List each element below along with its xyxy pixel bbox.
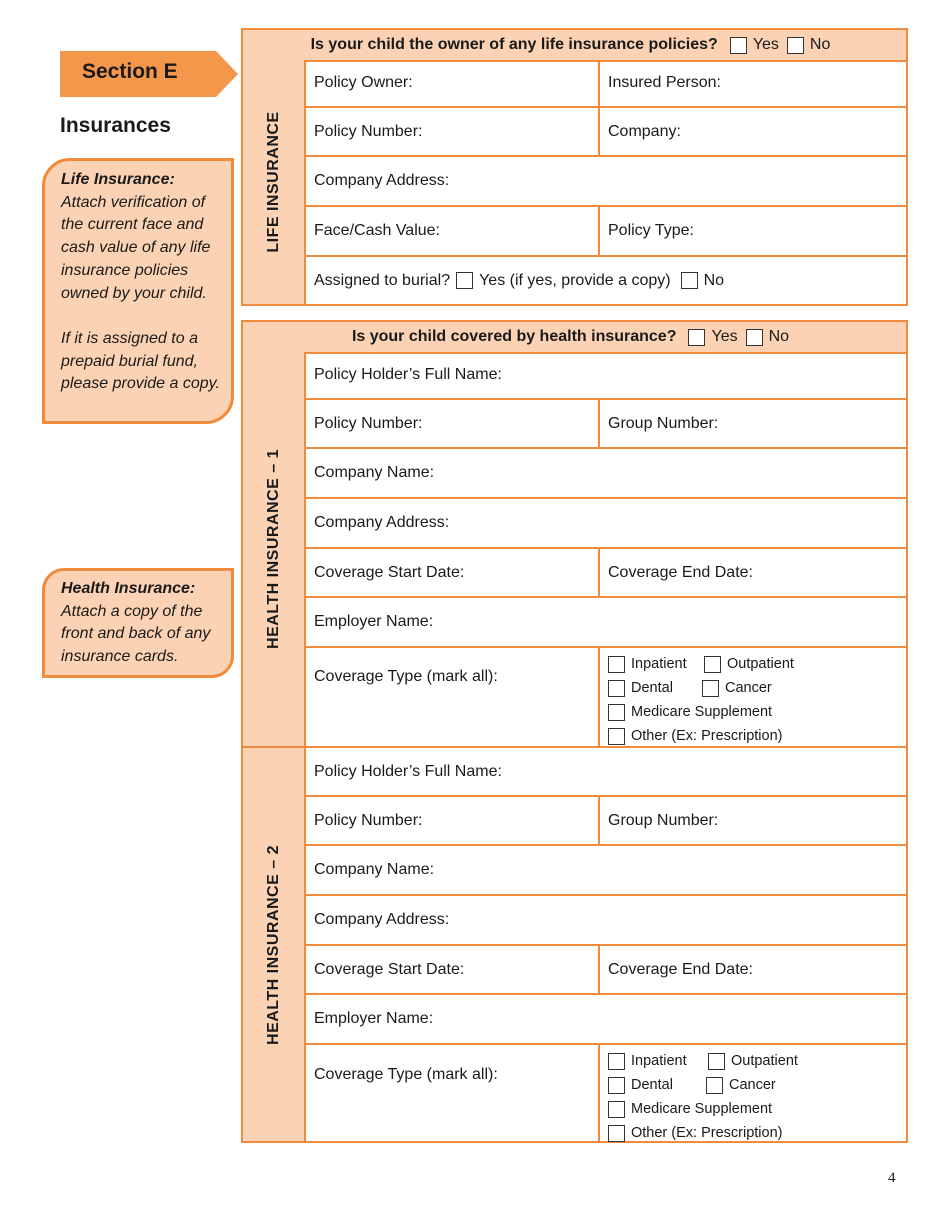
h1-policy-holder-label: Policy Holder’s Full Name: bbox=[314, 366, 502, 383]
company-label: Company: bbox=[608, 122, 681, 140]
health-2-side-text: HEALTH INSURANCE – 2 bbox=[264, 844, 282, 1045]
health-yes-checkbox[interactable] bbox=[688, 329, 705, 346]
life-note-body: Attach verification of the current face and cash value of any life insurance policies owned by your child. bbox=[61, 193, 211, 302]
life-row-value bbox=[306, 207, 906, 257]
burial-no-label: No bbox=[703, 271, 725, 289]
h2-policy-holder-field[interactable] bbox=[306, 748, 906, 795]
h1-row-numbers bbox=[306, 400, 906, 449]
h2-employer-label: Employer Name: bbox=[314, 1010, 434, 1027]
life-row-policy bbox=[306, 108, 906, 157]
life-row-burial bbox=[306, 257, 906, 304]
h1-policy-number-label: Policy Number: bbox=[314, 414, 423, 432]
h2-outpatient-label: Outpatient bbox=[731, 1053, 798, 1069]
h1-end-date-field[interactable] bbox=[600, 549, 906, 596]
face-cash-value-field[interactable] bbox=[306, 207, 600, 255]
h1-inpatient-checkbox[interactable] bbox=[608, 656, 625, 673]
h2-cancer-checkbox[interactable] bbox=[706, 1077, 723, 1094]
h1-dental-label: Dental bbox=[631, 680, 673, 696]
h1-outpatient-checkbox[interactable] bbox=[704, 656, 721, 673]
health-note-body: Attach a copy of the front and back of any insurance cards. bbox=[61, 602, 211, 666]
page-number: 4 bbox=[888, 1170, 896, 1186]
life-company-address-field[interactable] bbox=[306, 157, 906, 205]
h2-inpatient-label: Inpatient bbox=[631, 1053, 687, 1069]
h1-cancer-label: Cancer bbox=[725, 680, 772, 696]
life-question-header bbox=[243, 30, 906, 62]
burial-field bbox=[306, 257, 906, 304]
life-row-owner bbox=[306, 60, 906, 108]
h1-employer-field[interactable] bbox=[306, 598, 906, 646]
h2-inpatient-checkbox[interactable] bbox=[608, 1053, 625, 1070]
burial-no-checkbox[interactable] bbox=[681, 272, 698, 289]
policy-owner-label: Policy Owner: bbox=[314, 74, 413, 91]
h2-other-label: Other (Ex: Prescription) bbox=[631, 1125, 783, 1141]
h2-medicare-checkbox[interactable] bbox=[608, 1101, 625, 1118]
h2-row-company bbox=[306, 846, 906, 896]
h1-other-checkbox[interactable] bbox=[608, 728, 625, 745]
h2-start-date-field[interactable] bbox=[306, 946, 600, 993]
h2-other-checkbox[interactable] bbox=[608, 1125, 625, 1142]
life-insurance-form bbox=[241, 28, 908, 306]
life-company-address-label: Company Address: bbox=[314, 172, 450, 189]
life-question: Is your child the owner of any life insurance policies? bbox=[310, 36, 718, 53]
health-yes-label: Yes bbox=[711, 328, 738, 345]
h1-policy-number-field[interactable] bbox=[306, 400, 600, 447]
health-question: Is your child covered by health insurance? bbox=[351, 328, 677, 345]
h1-row-employer bbox=[306, 598, 906, 648]
health-insurance-form bbox=[241, 320, 908, 1143]
h2-policy-number-label: Policy Number: bbox=[314, 811, 423, 829]
h1-row-address bbox=[306, 499, 906, 549]
h2-medicare-label: Medicare Supplement bbox=[631, 1101, 773, 1117]
h1-end-date-label: Coverage End Date: bbox=[608, 563, 753, 581]
h2-policy-number-field[interactable] bbox=[306, 797, 600, 844]
health-note-heading: Health Insurance: bbox=[61, 580, 196, 597]
h1-coverage-type-cell bbox=[306, 648, 600, 746]
life-policy-number-label: Policy Number: bbox=[314, 122, 423, 140]
h2-company-address-field[interactable] bbox=[306, 896, 906, 944]
h1-inpatient-label: Inpatient bbox=[631, 656, 687, 672]
burial-yes-label: Yes (if yes, provide a copy) bbox=[479, 271, 671, 289]
h2-row-employer bbox=[306, 995, 906, 1045]
h1-policy-holder-field[interactable] bbox=[306, 352, 906, 398]
section-tab bbox=[60, 51, 238, 97]
insured-person-field[interactable] bbox=[600, 60, 906, 106]
insured-person-label: Insured Person: bbox=[608, 74, 721, 91]
h2-policy-holder-label: Policy Holder’s Full Name: bbox=[314, 762, 502, 780]
h1-cancer-checkbox[interactable] bbox=[702, 680, 719, 697]
h1-group-number-field[interactable] bbox=[600, 400, 906, 447]
h2-row-coverage bbox=[306, 1045, 906, 1141]
page-title: Insurances bbox=[60, 114, 171, 137]
h2-coverage-type-label: Coverage Type (mark all): bbox=[314, 1066, 498, 1083]
h2-coverage-type-cell bbox=[306, 1045, 600, 1141]
h1-other-label: Other (Ex: Prescription) bbox=[631, 728, 783, 744]
h1-row-dates bbox=[306, 549, 906, 598]
life-policy-number-field[interactable] bbox=[306, 108, 600, 155]
h1-medicare-label: Medicare Supplement bbox=[631, 704, 773, 720]
h2-end-date-label: Coverage End Date: bbox=[608, 960, 753, 978]
h1-medicare-checkbox[interactable] bbox=[608, 704, 625, 721]
h2-company-address-label: Company Address: bbox=[314, 911, 450, 928]
life-side-text: LIFE INSURANCE bbox=[264, 111, 282, 253]
health-question-header bbox=[243, 322, 906, 354]
h1-row-company bbox=[306, 449, 906, 499]
h2-group-number-field[interactable] bbox=[600, 797, 906, 844]
h1-coverage-type-label: Coverage Type (mark all): bbox=[314, 668, 498, 685]
h1-group-number-label: Group Number: bbox=[608, 414, 719, 432]
h2-row-dates bbox=[306, 946, 906, 995]
h2-employer-field[interactable] bbox=[306, 995, 906, 1043]
assigned-burial-label: Assigned to burial? bbox=[314, 271, 451, 289]
policy-type-label: Policy Type: bbox=[608, 222, 694, 239]
policy-owner-field[interactable] bbox=[306, 60, 600, 106]
health-1-side-label bbox=[243, 352, 306, 748]
h2-outpatient-checkbox[interactable] bbox=[708, 1053, 725, 1070]
policy-type-field[interactable] bbox=[600, 207, 906, 255]
life-no-checkbox[interactable] bbox=[787, 37, 804, 54]
life-yes-label: Yes bbox=[752, 36, 779, 53]
h1-row-holder bbox=[306, 352, 906, 400]
life-side-label bbox=[243, 60, 306, 304]
h1-company-name-label: Company Name: bbox=[314, 464, 435, 481]
h1-employer-label: Employer Name: bbox=[314, 613, 434, 630]
health-no-label: No bbox=[768, 328, 790, 345]
health-1-side-text: HEALTH INSURANCE – 1 bbox=[264, 449, 282, 649]
health-insurance-note bbox=[42, 568, 234, 678]
h2-dental-label: Dental bbox=[631, 1077, 673, 1093]
health-no-checkbox[interactable] bbox=[746, 329, 763, 346]
h1-company-name-field[interactable] bbox=[306, 449, 906, 497]
h1-dental-checkbox[interactable] bbox=[608, 680, 625, 697]
h1-start-date-field[interactable] bbox=[306, 549, 600, 596]
life-row-address bbox=[306, 157, 906, 207]
h2-cancer-label: Cancer bbox=[729, 1077, 776, 1093]
life-insurance-note bbox=[42, 158, 234, 424]
h2-group-number-label: Group Number: bbox=[608, 811, 719, 829]
life-note-body-2: If it is assigned to a prepaid burial fund, please provide a copy. bbox=[61, 329, 220, 393]
h2-start-date-label: Coverage Start Date: bbox=[314, 960, 465, 978]
h1-start-date-label: Coverage Start Date: bbox=[314, 563, 465, 581]
h2-coverage-options bbox=[608, 1049, 798, 1145]
h1-company-address-field[interactable] bbox=[306, 499, 906, 547]
h2-dental-checkbox[interactable] bbox=[608, 1077, 625, 1094]
life-note-heading: Life Insurance: bbox=[61, 171, 175, 188]
section-tab-label: Section E bbox=[82, 60, 178, 83]
h1-row-coverage bbox=[306, 648, 906, 748]
face-cash-value-label: Face/Cash Value: bbox=[314, 222, 440, 239]
burial-yes-checkbox[interactable] bbox=[456, 272, 473, 289]
life-no-label: No bbox=[809, 36, 831, 53]
life-yes-checkbox[interactable] bbox=[730, 37, 747, 54]
h1-coverage-options bbox=[608, 652, 794, 748]
health-2-side-label bbox=[243, 748, 306, 1141]
h2-row-numbers bbox=[306, 797, 906, 846]
company-field[interactable] bbox=[600, 108, 906, 155]
h2-row-holder bbox=[306, 748, 906, 797]
h2-end-date-field[interactable] bbox=[600, 946, 906, 993]
h1-outpatient-label: Outpatient bbox=[727, 656, 794, 672]
h2-company-name-field[interactable] bbox=[306, 846, 906, 894]
h2-company-name-label: Company Name: bbox=[314, 861, 435, 878]
h1-company-address-label: Company Address: bbox=[314, 514, 450, 531]
h2-row-address bbox=[306, 896, 906, 946]
